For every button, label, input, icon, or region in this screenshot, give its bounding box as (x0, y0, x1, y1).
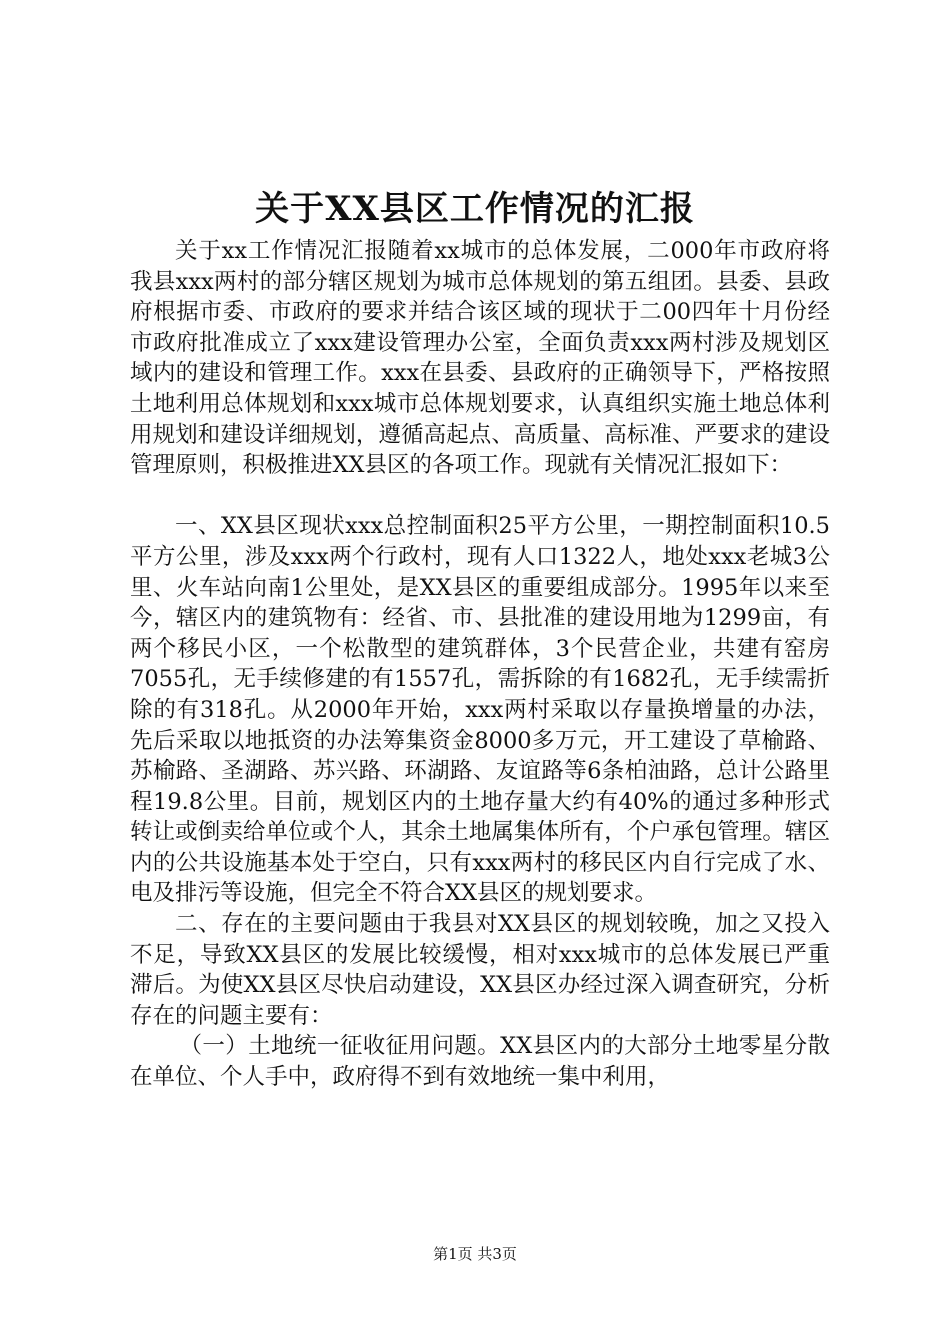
paragraph-spacer (130, 481, 830, 512)
page-footer: 第1页 共3页 (433, 1245, 517, 1263)
document-body (130, 236, 830, 1093)
section-two-paragraph: 二、存在的主要问题由于我县对XX县区的规划较晚，加之又投入不足，导致XX县区的发展比较缓慢，相对xxx城市的总体发展已严重滞后。为使XX县区尽快启动建设，XX县区办经过深入调查研究，分析存在的问题主要有： (130, 911, 830, 1029)
intro-paragraph: 关于xx工作情况汇报随着xx城市的总体发展，二000年市政府将我县xxx两村的部分辖区规划为城市总体规划的第五组团。县委、县政府根据市委、市政府的要求并结合该区域的现状于二00四年十月份经市政府批准成立了xxx建设管理办公室，全面负责xxx两村涉及规划区域内的建设和管理工作。xxx在县委、县政府的正确领导下，严格按照土地利用总体规划和xxx城市总体规划要求，认真组织实施土地总体利用规划和建设详细规划，遵循高起点、高质量、高标准、严要求的建设管理原则，积极推进XX县区的各项工作。现就有关情况汇报如下： (130, 238, 830, 479)
section-one-paragraph: 一、XX县区现状xxx总控制面积25平方公里，一期控制面积10.5平方公里，涉及xxx两个行政村，现有人口1322人，地处xxx老城3公里、火车站向南1公里处，是XX县区的重要组成部分。1995年以来至今，辖区内的建筑物有：经省、市、县批准的建设用地为1299亩，有两个移民小区，一个松散型的建筑群体，3个民营企业，共建有窑房7055孔，无手续修建的有1557孔，需拆除的有1682孔，无手续需折除的有318孔。从2000年开始，xxx两村采取以存量换增量的办法，先后采取以地抵资的办法筹集资金8000多万元，开工建设了草榆路、苏榆路、圣湖路、苏兴路、环湖路、友谊路等6条柏油路，总计公路里程19.8公里。目前，规划区内的土地存量大约有40%的通过多种形式转让或倒卖给单位或个人，其余土地属集体所有，个户承包管理。辖区内的公共设施基本处于空白，只有xxx两村的移民区内自行完成了水、电及排污等设施，但完全不符合XX县区的规划要求。 (130, 513, 830, 907)
subsection-one-paragraph: （一）土地统一征收征用问题。XX县区内的大部分土地零星分散在单位、个人手中，政府得不到有效地统一集中利用， (130, 1033, 830, 1091)
document-title: 关于XX县区工作情况的汇报 (255, 189, 695, 229)
